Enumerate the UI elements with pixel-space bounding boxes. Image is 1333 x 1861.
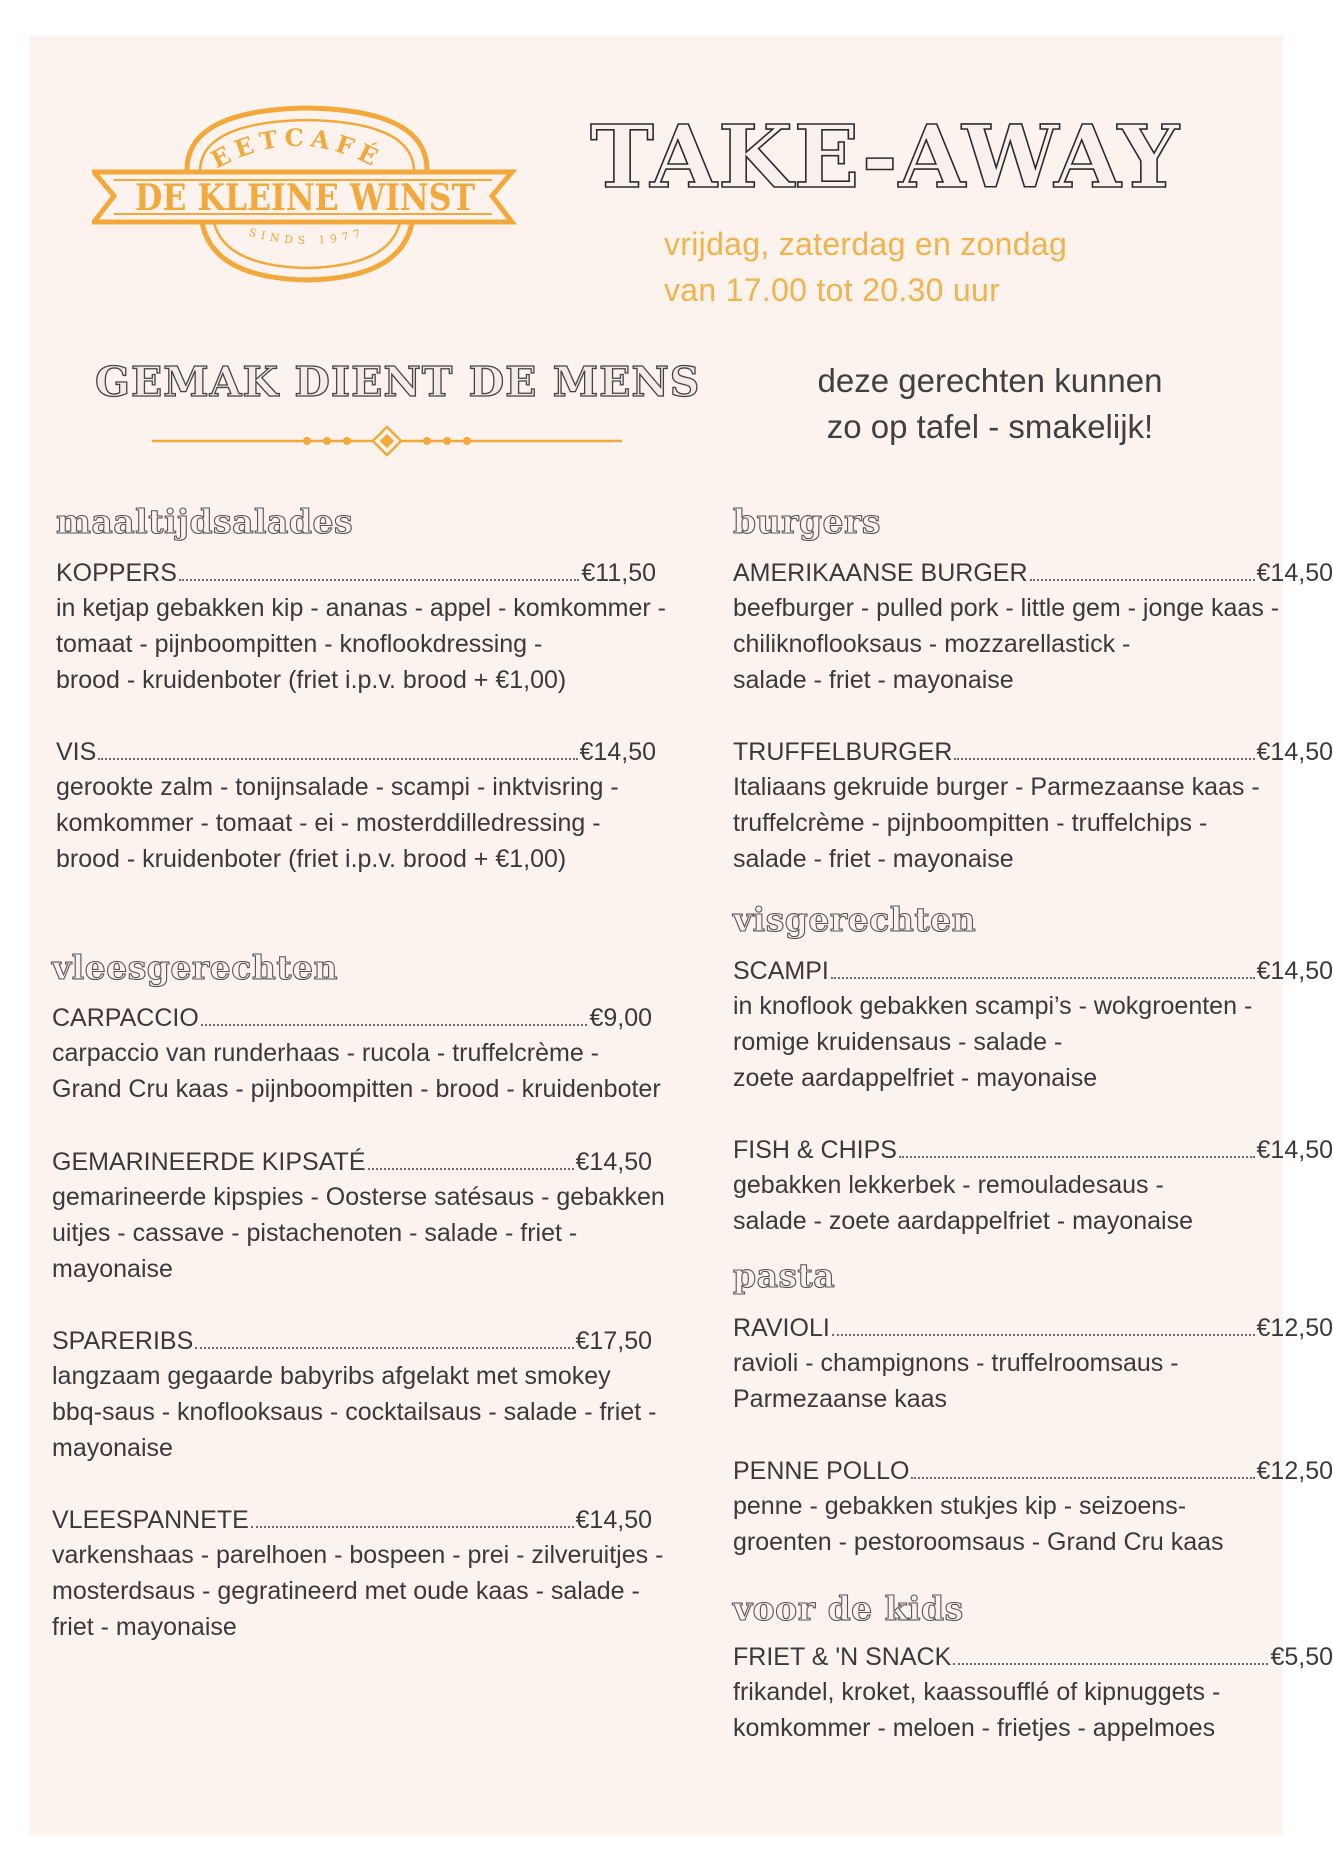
item-description: gemarineerde kipspies - Oosterse satésaus - gebakken <box>52 1183 665 1211</box>
item-name: FRIET & 'N SNACK <box>733 1643 952 1671</box>
logo-name: DE KLEINE WINST <box>135 177 476 219</box>
divider-ornament-icon <box>152 424 622 458</box>
menu-item <box>733 1642 1333 1746</box>
item-price: €14,50 <box>575 1148 652 1176</box>
item-price: €14,50 <box>575 1506 652 1534</box>
item-description: mayonaise <box>52 1255 173 1283</box>
item-name: PENNE POLLO <box>733 1457 910 1485</box>
logo-since: SINDS 1977 <box>247 225 367 248</box>
category-visgerechten: visgerechten <box>733 900 977 939</box>
item-name: KOPPERS <box>56 559 177 587</box>
price-leader <box>251 1526 574 1528</box>
opening-days: vrijdag, zaterdag en zondag <box>664 226 1068 262</box>
item-description: friet - mayonaise <box>52 1613 237 1641</box>
item-description: mosterdsaus - gegratineerd met oude kaas - salade - <box>52 1577 640 1605</box>
menu-item <box>733 1456 1333 1560</box>
ornament-divider <box>152 424 622 458</box>
item-description: tomaat - pijnboompitten - knoflookdressing - <box>56 630 543 658</box>
item-price: €5,50 <box>1270 1643 1333 1671</box>
item-name: RAVIOLI <box>733 1314 830 1342</box>
item-description: bbq-saus - knoflooksaus - cocktailsaus - salade - friet - <box>52 1398 657 1426</box>
item-name: SPARERIBS <box>52 1327 194 1355</box>
item-name: VLEESPANNETE <box>52 1506 249 1534</box>
category-burgers: burgers <box>733 502 881 541</box>
item-price: €12,50 <box>1256 1457 1333 1485</box>
item-name: SCAMPI <box>733 957 829 985</box>
logo-badge-icon <box>92 100 522 285</box>
menu-item <box>52 1326 657 1466</box>
item-name: GEMARINEERDE KIPSATÉ <box>52 1148 366 1176</box>
item-description: langzaam gegaarde babyribs afgelakt met smokey <box>52 1362 611 1390</box>
item-price: €14,50 <box>1256 738 1333 766</box>
item-description: komkommer - meloen - frietjes - appelmoes <box>733 1714 1216 1742</box>
menu-item <box>733 558 1333 698</box>
item-price: €17,50 <box>575 1327 652 1355</box>
item-name: AMERIKAANSE BURGER <box>733 559 1028 587</box>
item-name: CARPACCIO <box>52 1004 199 1032</box>
price-leader <box>831 977 1255 979</box>
item-description: penne - gebakken stukjes kip - seizoens- <box>733 1492 1187 1520</box>
item-price: €14,50 <box>1256 957 1333 985</box>
item-price: €12,50 <box>1256 1314 1333 1342</box>
item-price: €11,50 <box>581 559 656 587</box>
item-price: €14,50 <box>1256 559 1333 587</box>
logo <box>92 100 522 285</box>
tagline: GEMAK DIENT DE MENS <box>95 358 701 406</box>
price-leader <box>954 758 1254 760</box>
menu-item <box>733 737 1333 877</box>
category-pasta: pasta <box>733 1256 836 1295</box>
price-leader <box>368 1168 574 1170</box>
menu-item <box>56 558 667 698</box>
item-price: €14,50 <box>579 738 656 766</box>
item-description: gebakken lekkerbek - remouladesaus - <box>733 1171 1164 1199</box>
item-description: in knoflook gebakken scampi’s - wokgroenten - <box>733 992 1253 1020</box>
item-description: gerookte zalm - tonijnsalade - scampi - inktvisring - <box>56 773 619 801</box>
menu-item <box>52 1147 665 1287</box>
category-voor-de-kids: voor de kids <box>733 1589 964 1628</box>
item-name: VIS <box>56 738 97 766</box>
price-leader <box>899 1156 1255 1158</box>
note-line-1: deze gerechten kunnen <box>817 362 1163 399</box>
menu-item <box>733 956 1333 1096</box>
item-description: uitjes - cassave - pistachenoten - salade - friet - <box>52 1219 578 1247</box>
price-leader <box>911 1477 1254 1479</box>
menu-item <box>733 1135 1333 1239</box>
item-description: beefburger - pulled pork - little gem - jonge kaas - <box>733 594 1280 622</box>
price-leader <box>179 579 580 581</box>
opening-hours: van 17.00 tot 20.30 uur <box>664 272 1001 308</box>
category-maaltijdsalades: maaltijdsalades <box>56 502 354 541</box>
item-name: FISH & CHIPS <box>733 1136 897 1164</box>
item-description: brood - kruidenboter (friet i.p.v. brood + €1,00) <box>56 666 567 694</box>
menu-item <box>733 1313 1333 1417</box>
item-description: zoete aardappelfriet - mayonaise <box>733 1064 1098 1092</box>
item-description: in ketjap gebakken kip - ananas - appel - komkommer - <box>56 594 667 622</box>
item-description: komkommer - tomaat - ei - mosterddilledressing - <box>56 809 601 837</box>
page-title: TAKE-AWAY <box>590 107 1180 208</box>
category-vleesgerechten: vleesgerechten <box>52 948 339 987</box>
price-leader <box>832 1334 1255 1336</box>
item-description: salade - friet - mayonaise <box>733 666 1014 694</box>
item-description: frikandel, kroket, kaassoufflé of kipnuggets - <box>733 1678 1221 1706</box>
menu-item <box>52 1003 661 1107</box>
item-description: varkenshaas - parelhoen - bospeen - prei - zilveruitjes - <box>52 1541 664 1569</box>
price-leader <box>98 758 577 760</box>
item-description: truffelcrème - pijnboompitten - truffelchips - <box>733 809 1208 837</box>
price-leader <box>201 1024 588 1026</box>
item-description: carpaccio van runderhaas - rucola - truffelcrème - <box>52 1039 599 1067</box>
item-description: salade - friet - mayonaise <box>733 845 1014 873</box>
item-description: ravioli - champignons - truffelroomsaus - <box>733 1349 1179 1377</box>
item-description: mayonaise <box>52 1434 173 1462</box>
logo-top-text: EETCAFÉ <box>206 122 388 175</box>
item-description: chiliknoflooksaus - mozzarellastick - <box>733 630 1131 658</box>
item-name: TRUFFELBURGER <box>733 738 953 766</box>
item-price: €14,50 <box>1256 1136 1333 1164</box>
menu-item <box>52 1505 664 1645</box>
item-description: romige kruidensaus - salade - <box>733 1028 1063 1056</box>
price-leader <box>953 1663 1268 1665</box>
item-description: Italiaans gekruide burger - Parmezaanse kaas - <box>733 773 1260 801</box>
menu-item <box>56 737 656 877</box>
item-price: €9,00 <box>589 1004 652 1032</box>
note-line-2: zo op tafel - smakelijk! <box>826 408 1154 445</box>
item-description: Grand Cru kaas - pijnboompitten - brood - kruidenboter <box>52 1075 661 1103</box>
price-leader <box>1030 579 1255 581</box>
item-description: groenten - pestoroomsaus - Grand Cru kaas <box>733 1528 1224 1556</box>
item-description: brood - kruidenboter (friet i.p.v. brood + €1,00) <box>56 845 567 873</box>
item-description: Parmezaanse kaas <box>733 1385 948 1413</box>
item-description: salade - zoete aardappelfriet - mayonaise <box>733 1207 1193 1235</box>
price-leader <box>195 1347 573 1349</box>
